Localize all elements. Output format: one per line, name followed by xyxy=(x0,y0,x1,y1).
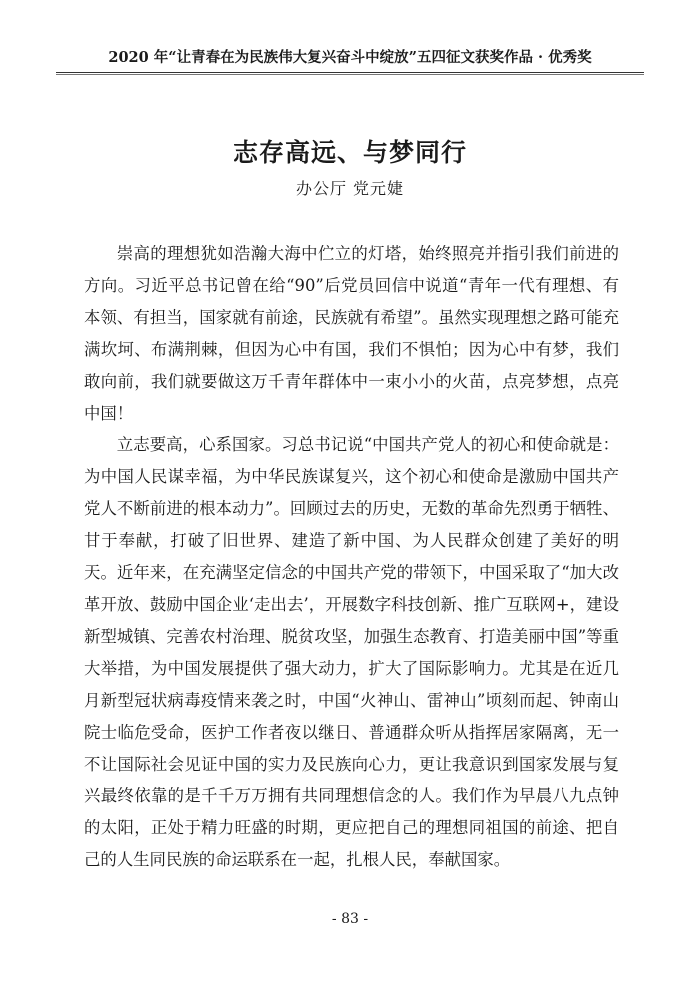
article-body xyxy=(84,238,619,876)
paragraph-1: 崇高的理想犹如浩瀚大海中伫立的灯塔，始终照亮并指引我们前进的方向。习近平总书记曾在给“90”后党员回信中说道“青年一代有理想、有本领、有担当，国家就有前途，民族就有希望”。虽然实现理想之路可能充满坎坷、布满荆棘，但因为心中有国，我们不惧怕；因为心中有梦，我们敢向前，我们就要做这万千青年群体中一束小小的火苗，点亮梦想，点亮中国！ xyxy=(84,244,619,423)
article-author: 办公厅 党元婕 xyxy=(295,179,405,198)
article-title: 志存高远、与梦同行 xyxy=(232,138,467,167)
header-rule-secondary xyxy=(56,74,644,75)
paragraph-2: 立志要高，心系国家。习总书记说“中国共产党人的初心和使命就是：为中国人民谋幸福，为中华民族谋复兴，这个初心和使命是激励中国共产党人不断前进的根本动力”。回顾过去的历史，无数的革命先烈勇于牺牲、甘于奉献，打破了旧世界、建造了新中国、为人民群众创建了美好的明天。近年来，在充满坚定信念的中国共产党的带领下，中国采取了“加大改革开放、鼓励中国企业‘走出去’，开展数字科技创新、推广互联网+，建设新型城镇、完善农村治理、脱贫攻坚，加强生态教育、打造美丽中国”等重大举措，为中国发展提供了强大动力，扩大了国际影响力。尤其是在近几月新型冠状病毒疫情来袭之时，中国“火神山、雷神山”顷刻而起、钟南山院士临危受命，医护工作者夜以继日、普通群众听从指挥居家隔离，无一不让国际社会见证中国的实力及民族向心力，更让我意识到国家发展与复兴最终依靠的是千千万万拥有共同理想信念的人。我们作为早晨八九点钟的太阳，正处于精力旺盛的时期，更应把自己的理想同祖国的前途、把自己的人生同民族的命运联系在一起，扎根人民，奉献国家。 xyxy=(84,435,619,870)
header-rule xyxy=(56,72,644,73)
running-header: 2020 年“让青春在为民族伟大复兴奋斗中绽放”五四征文获奖作品 · 优秀奖 xyxy=(108,49,592,66)
page-number: - 83 - xyxy=(331,911,369,927)
